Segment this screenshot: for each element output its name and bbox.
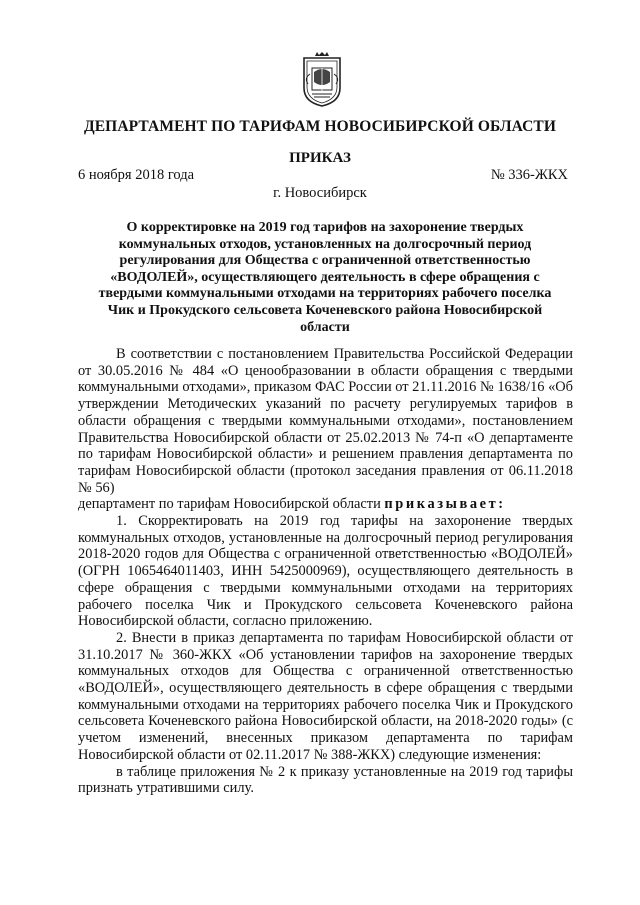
- coat-of-arms-icon: [300, 52, 344, 108]
- item-2-paragraph: 2. Внести в приказ департамента по тарифам Новосибирской области от 31.10.2017 № 360-ЖКХ «Об установлении тарифов на захоронение твердых коммунальных отходов для Общества с ограниченной ответственностью «ВОДОЛЕЙ», осуществляющего деятельность в сфере обращения с твердыми коммунальными отходами на территориях рабочего поселка Чик и Прокудского сельсовета Коченевского района Новосибирской области, на 2018-2020 годы» (с учетом изменений, внесенных приказом департамента по тарифам Новосибирской области от 02.11.2017 № 388-ЖКХ) следующие изменения:: [78, 629, 573, 763]
- decree-prefix: департамент по тарифам Новосибирской области: [78, 496, 385, 513]
- item-1-paragraph: 1. Скорректировать на 2019 год тарифы на захоронение твердых коммунальных отходов, установленные на долгосрочный период регулирования 2018-2020 годов для Общества с ограниченной ответственностью «ВОДОЛЕЙ» (ОГРН 1065464011403, ИНН 5425000969), осуществляющего деятельность в сфере обращения с твердыми коммунальными отходами на территориях рабочего поселка Чик и Прокудского сельсовета Коченевского района Новосибирской области, согласно приложению.: [78, 513, 573, 630]
- item-2-subparagraph: в таблице приложения № 2 к приказу установленные на 2019 год тарифы признать утратившими силу.: [78, 763, 573, 797]
- order-number: № 336-ЖКХ: [490, 167, 568, 183]
- department-name: ДЕПАРТАМЕНТ ПО ТАРИФАМ НОВОСИБИРСКОЙ ОБЛАСТИ: [83, 118, 557, 135]
- decree-line: [78, 496, 573, 513]
- decree-word: приказывает:: [384, 496, 506, 513]
- document-type: ПРИКАЗ: [289, 150, 351, 166]
- order-body: [78, 346, 573, 797]
- order-city: г. Новосибирск: [273, 185, 367, 201]
- preamble-paragraph: В соответствии с постановлением Правительства Российской Федерации от 30.05.2016 № 484 «О ценообразовании в области обращения с твердыми коммунальными отходами», приказом ФАС России от 21.11.2016 № 1638/16 «Об утверждении Методических указаний по расчету регулируемых тарифов в области обращения с твердыми коммунальными отходами», постановлением Правительства Новосибирской области от 25.02.2013 № 74-п «О департаменте по тарифам Новосибирской области» и решением правления департамента по тарифам Новосибирской области (протокол заседания правления от 06.11.2018 № 56): [78, 346, 573, 496]
- order-date: 6 ноября 2018 года: [78, 167, 195, 183]
- order-subject: О корректировке на 2019 год тарифов на захоронение твердых коммунальных отходов, установленных на долгосрочный период регулирования для Общества с ограниченной ответственностью «ВОДОЛЕЙ», осуществляющего деятельность в сфере обращения с твердыми коммунальными отходами на территориях рабочего поселка Чик и Прокудского сельсовета Коченевского района Новосибирской области: [98, 220, 552, 335]
